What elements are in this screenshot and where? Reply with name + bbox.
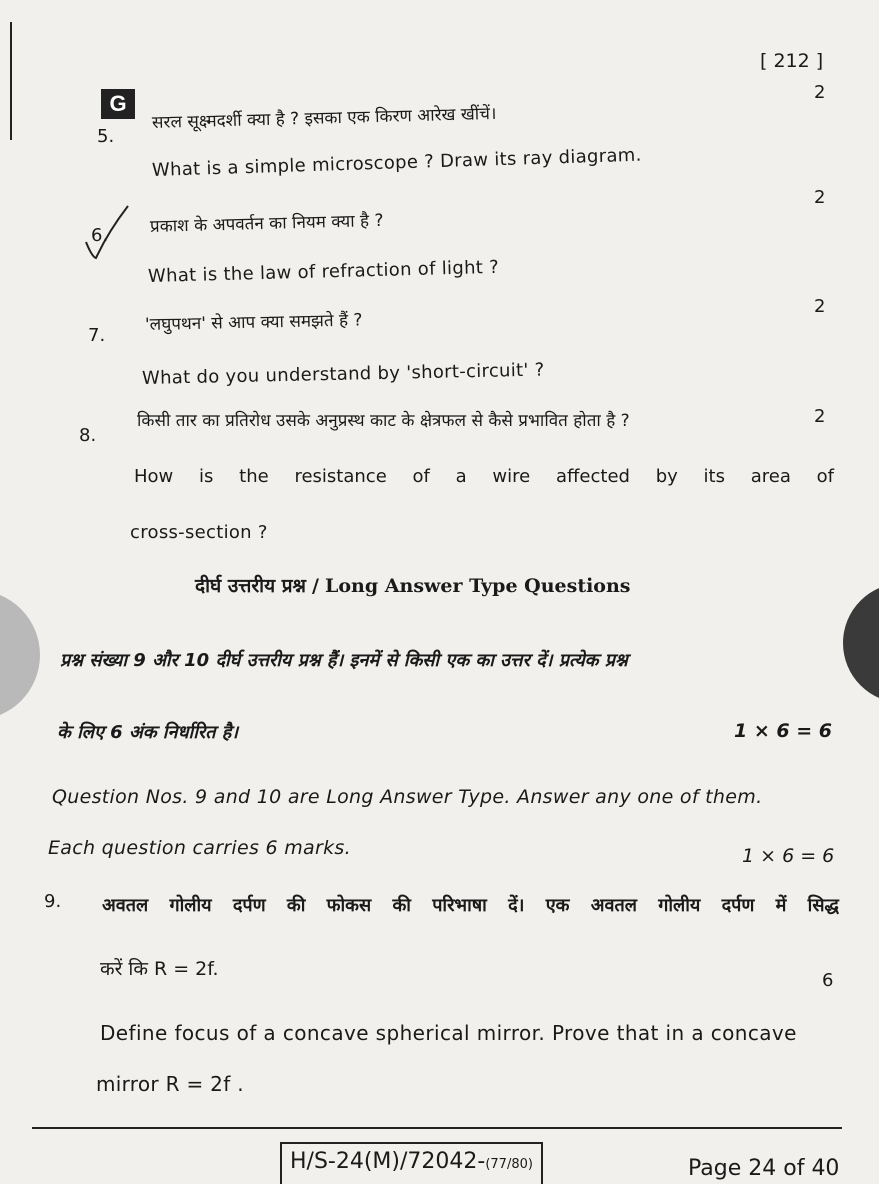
word: दर्पण — [232, 895, 266, 916]
punch-hole-right — [843, 583, 879, 703]
q7-number: 7. — [88, 325, 106, 346]
q8-hindi: किसी तार का प्रतिरोध उसके अनुप्रस्थ काट के क्षेत्रफल से कैसे प्रभावित होता है ? — [137, 411, 630, 431]
word: की — [286, 895, 306, 916]
word: अवतल — [102, 895, 149, 916]
word: How — [134, 466, 174, 487]
word: एक — [545, 895, 570, 916]
q6-number: 6. — [91, 225, 109, 246]
word: सिद्ध — [807, 895, 839, 916]
q5-english: What is a simple microscope ? Draw its ray diagram. — [151, 144, 642, 181]
word: the — [239, 466, 269, 487]
word: गोलीय — [169, 895, 212, 916]
q7-hindi: 'लघुपथन' से आप क्या समझते हैं ? — [144, 310, 363, 335]
section-title-separator: / — [312, 575, 319, 597]
q9-hindi-line2: करें कि R = 2f. — [100, 958, 219, 980]
instructions-english-marks: 1 × 6 = 6 — [742, 845, 835, 867]
word: by — [655, 466, 678, 487]
paper-code-small: (77/80) — [485, 1157, 533, 1172]
footer-rule — [32, 1127, 842, 1129]
word: परिभाषा — [432, 895, 487, 916]
instructions-hindi-marks: 1 × 6 = 6 — [734, 720, 832, 742]
section-title-hindi: दीर्घ उत्तरीय प्रश्न — [195, 575, 306, 597]
instructions-english-line1: Question Nos. 9 and 10 are Long Answer Type. Answer any one of them. — [52, 786, 763, 808]
word: अवतल — [590, 895, 637, 916]
word: of — [816, 466, 834, 487]
instructions-hindi-line2: के लिए 6 अंक निर्धारित है। — [57, 722, 239, 743]
page-number: Page 24 of 40 — [688, 1156, 840, 1181]
q7-marks: 2 — [814, 296, 826, 317]
q6-hindi: प्रकाश के अपवर्तन का नियम क्या है ? — [149, 210, 384, 237]
q5-marks: 2 — [814, 82, 826, 103]
paper-code — [280, 1142, 543, 1184]
paper-code-main: H/S-24(M)/72042- — [290, 1149, 486, 1174]
q6-english: What is the law of refraction of light ? — [147, 256, 500, 287]
word: is — [199, 466, 214, 487]
margin-line — [10, 22, 12, 140]
instructions-hindi-line1: प्रश्न संख्या 9 और 10 दीर्घ उत्तरीय प्रश्न हैं। इनमें से किसी एक का उत्तर दें। प्रत्येक प्रश्न — [60, 650, 628, 671]
word: wire — [492, 466, 531, 487]
word: दर्पण — [721, 895, 755, 916]
q6-marks: 2 — [814, 187, 826, 208]
q9-number: 9. — [44, 891, 62, 912]
word: area — [750, 466, 791, 487]
page-code: [ 212 ] — [760, 50, 824, 72]
word: affected — [555, 466, 630, 487]
instructions-english-line2: Each question carries 6 marks. — [48, 837, 351, 859]
word: की — [392, 895, 411, 916]
q7-english: What do you understand by 'short-circuit' ? — [141, 359, 545, 389]
q8-english-line1 — [134, 466, 834, 487]
q5-number: 5. — [97, 126, 115, 147]
word: resistance — [294, 466, 387, 487]
q8-number: 8. — [79, 425, 97, 446]
q9-marks: 6 — [822, 970, 834, 991]
word: a — [455, 466, 467, 487]
q9-hindi-line1 — [102, 893, 839, 917]
word: of — [412, 466, 430, 487]
punch-hole-left — [0, 590, 40, 720]
q8-english-line2: cross-section ? — [130, 522, 268, 543]
word: दें। — [508, 895, 525, 916]
section-badge: G — [101, 89, 135, 119]
section-title — [195, 572, 631, 598]
section-title-english: Long Answer Type Questions — [325, 575, 631, 597]
word: में — [775, 895, 787, 916]
q9-english-line2: mirror R = 2f . — [96, 1072, 244, 1096]
q5-hindi: सरल सूक्ष्मदर्शी क्या है ? इसका एक किरण आरेख खींचें। — [151, 103, 497, 133]
word: गोलीय — [658, 895, 701, 916]
q9-english-line1: Define focus of a concave spherical mirror. Prove that in a concave — [100, 1021, 797, 1045]
word: its — [703, 466, 725, 487]
word: फोकस — [326, 895, 372, 916]
q8-marks: 2 — [814, 406, 826, 427]
